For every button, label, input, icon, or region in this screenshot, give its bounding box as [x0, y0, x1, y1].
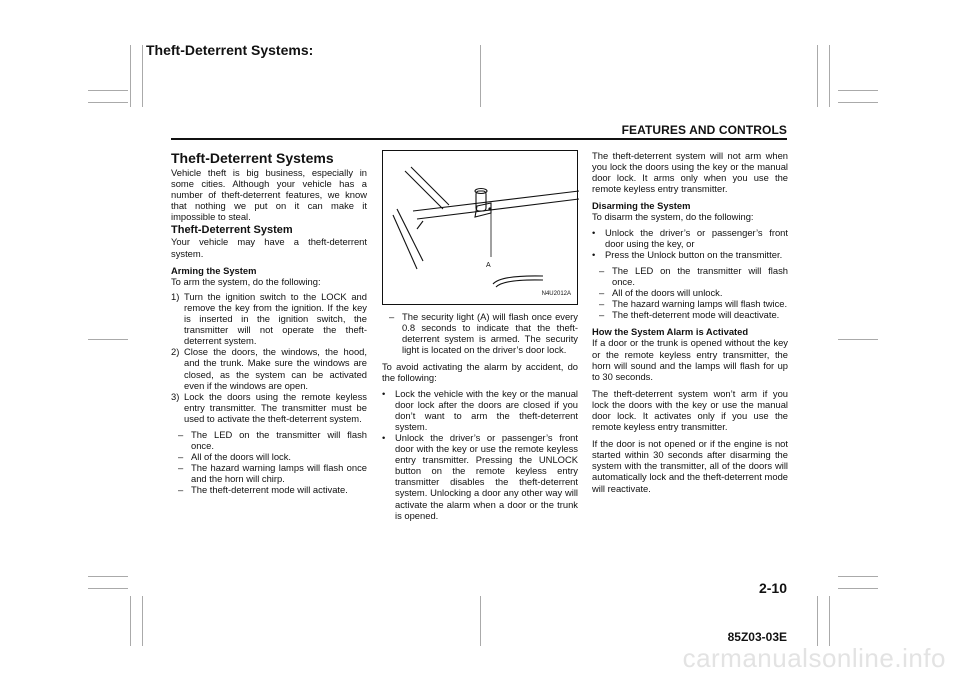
- list-item: – The hazard warning lamps will flash once and the horn will chirp.: [178, 462, 367, 485]
- list-item: – All of the doors will unlock.: [599, 287, 723, 299]
- column-3: [592, 150, 788, 494]
- intro-paragraph: Vehicle theft is big business, especially in some cities. Although your vehicle has a number of theft-deterrent features, we know that nothing we put on it can make it impossible to steal.: [171, 167, 367, 223]
- list-item: – The hazard warning lamps will flash twice.: [599, 298, 788, 310]
- list-item: – The LED on the transmitter will flash once.: [178, 428, 367, 452]
- section-title: FEATURES AND CONTROLS: [621, 123, 787, 137]
- door-lock-illustration: [382, 150, 578, 305]
- arming-heading: Arming the System: [171, 264, 257, 276]
- alarm-text-3: If the door is not opened or if the engine is not started within 30 seconds after disarming the system with the transmitter, all of the doors will automatically lock and the theft-deterrent mode will reactivate.: [592, 438, 788, 494]
- crop-mark: [829, 596, 830, 646]
- crop-mark: [130, 45, 131, 107]
- arming-intro: To arm the system, do the following:: [171, 275, 321, 287]
- list-item: • Lock the vehicle with the key or the manual door lock after the doors are closed if you don’t want to arm the theft-deterrent system.: [382, 387, 578, 432]
- alarm-text-2: The theft-deterrent system won’t arm if you lock the doors with the key or use the manual door lock. It activates only if you use the remote keyless entry transmitter.: [592, 387, 788, 433]
- crop-mark: [838, 339, 878, 340]
- illustration-code: N4U2012A: [541, 290, 571, 297]
- list-item: • Press the Unlock button on the transmitter.: [592, 248, 783, 260]
- avoid-intro: To avoid activating the alarm by accident, do the following:: [382, 361, 578, 384]
- crop-mark: [142, 45, 143, 107]
- list-item: – The LED on the transmitter will flash once.: [599, 264, 788, 287]
- list-item: – The theft-deterrent mode will activate.: [178, 484, 348, 496]
- crop-mark: [88, 90, 128, 91]
- illustration-callout-a: A: [486, 262, 491, 269]
- crop-mark: [817, 596, 818, 646]
- alarm-text: If a door or the trunk is opened without the key or the remote keyless entry transmitter, the horn will sound and the lamps will flash for up to 30 seconds.: [592, 337, 788, 382]
- arming-results: [171, 429, 367, 496]
- header-title: Theft-Deterrent Systems:: [146, 42, 314, 58]
- crop-mark: [130, 596, 131, 646]
- crop-mark: [88, 102, 128, 103]
- list-item: • Unlock the driver’s or passenger’s front door with the key or use the remote keyless entry transmitter. Pressing the UNLOCK button on the remote keyless entry transmitter disables the theft-deterrent system. Unlocking a door any other way will activate the alarm when a door or the trunk is opened.: [382, 431, 578, 521]
- crop-mark: [838, 576, 878, 577]
- list-item: 2) Close the doors, the windows, the hood, and the trunk. Make sure the windows are closed, as the system can be activated even if the windows are open.: [171, 346, 367, 391]
- header-rule: [171, 138, 787, 140]
- crop-mark: [88, 576, 128, 577]
- page-number: 2-10: [758, 580, 787, 596]
- avoid-list: [382, 388, 578, 521]
- arming-note: The theft-deterrent system will not arm when you lock the doors using the key or the manual door lock. It arms only when you use the remote keyless entry transmitter.: [592, 150, 788, 195]
- crop-mark: [838, 90, 878, 91]
- watermark: carmanualsonline.info: [682, 643, 946, 673]
- crop-mark: [829, 45, 830, 107]
- subsection-text: Your vehicle may have a theft-deterrent system.: [171, 236, 367, 259]
- list-item: – The security light (A) will flash once every 0.8 seconds to indicate that the theft-deterrent system is armed. The security light is located on the driver’s door lock.: [389, 311, 578, 356]
- door-lock-drawing: [383, 151, 579, 306]
- crop-mark: [817, 45, 818, 107]
- subsection-title: Theft-Deterrent System: [171, 224, 293, 237]
- disarm-results: [592, 265, 788, 320]
- list-item: 1) Turn the ignition switch to the LOCK and remove the key from the ignition. If the key is inserted in the ignition switch, the transmitter will not operate the theft-deterrent system.: [171, 290, 367, 347]
- arming-steps: [171, 291, 367, 424]
- list-item: 3) Lock the doors using the remote keyless entry transmitter. The transmitter must be used to activate the theft-deterrent system.: [171, 390, 367, 424]
- crop-mark: [838, 588, 878, 589]
- disarm-intro: To disarm the system, do the following:: [592, 211, 754, 223]
- security-note: [382, 311, 578, 355]
- column-1: [171, 150, 367, 496]
- list-item: • Unlock the driver’s or passenger’s front door using the key, or: [592, 226, 788, 249]
- crop-mark: [142, 596, 143, 646]
- list-item: – All of the doors will lock.: [178, 451, 292, 463]
- disarm-heading: Disarming the System: [592, 200, 691, 212]
- alarm-heading: How the System Alarm is Activated: [592, 326, 749, 338]
- column-2: [382, 150, 578, 521]
- crop-mark: [88, 339, 128, 340]
- list-item: – The theft-deterrent mode will deactivate.: [599, 309, 780, 321]
- document-code: 85Z03-03E: [727, 630, 787, 644]
- page-title: Theft-Deterrent Systems: [171, 150, 334, 166]
- crop-mark: [88, 588, 128, 589]
- crop-mark: [480, 596, 481, 646]
- disarm-list: [592, 227, 788, 260]
- crop-mark: [480, 45, 481, 107]
- crop-mark: [838, 102, 878, 103]
